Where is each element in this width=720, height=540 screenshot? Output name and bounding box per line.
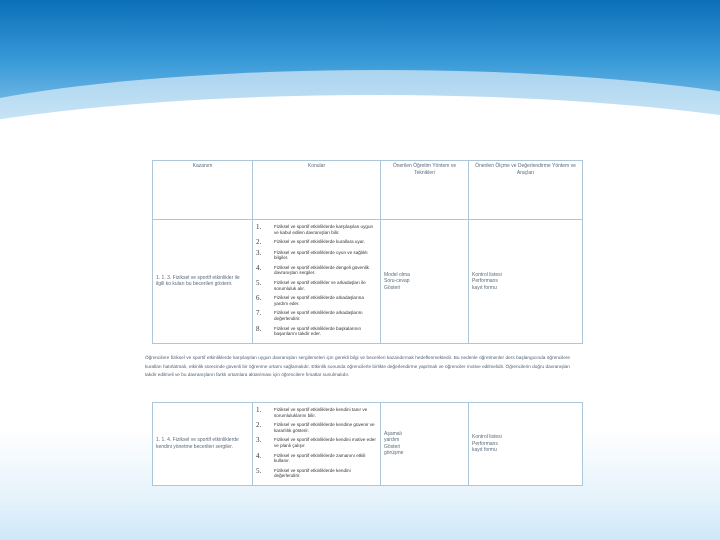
outcomes-table-1	[152, 160, 583, 344]
assessment-item: Performans	[472, 278, 498, 285]
method-item: görüşme	[384, 450, 404, 457]
list-item	[256, 407, 377, 418]
item-number: 3.	[256, 436, 262, 445]
assessment-cell	[469, 403, 583, 486]
item-number: 5.	[256, 279, 262, 288]
item-number: 1.	[256, 406, 262, 414]
method-item: yardım	[384, 437, 400, 444]
item-number: 3.	[256, 248, 262, 257]
item-text: Fiziksel ve sportif etkinliklerde kurallara uyar.	[274, 239, 365, 245]
item-text: Fiziksel ve sportif etkinliklerde zamanını etkili kullanır.	[274, 452, 366, 464]
list-item	[256, 265, 377, 276]
assessment-item: Performans	[472, 440, 498, 447]
table-header-row	[153, 161, 583, 220]
item-text: Fiziksel ve sportif etkinliklerde kendini değerlendirir.	[274, 467, 351, 479]
item-text: Fiziksel ve sportif etkinliklerde kendini motive eder ve planlı çalışır.	[274, 437, 376, 448]
header-subjects: Konular	[253, 161, 381, 220]
items-cell	[253, 220, 381, 344]
assessment-item: Kontrol listesi	[472, 434, 502, 441]
objective-cell: 1. 1. 3. Fiziksel ve sportif etkinlikler ile ilgili ko kuları bu becerileri gösterir.	[153, 220, 253, 344]
method-item: Model olma	[384, 271, 410, 278]
item-text: Fiziksel ve sportif etkinliklerde kendini tanır ve sorumluluklarını bilir.	[274, 407, 368, 418]
assessment-cell	[469, 220, 583, 344]
list-item	[256, 310, 377, 321]
item-number: 1.	[256, 223, 262, 231]
method-item: Gösteri	[384, 284, 401, 291]
method-item: Aşamalı	[384, 430, 403, 437]
item-text: Fiziksel ve sportif etkinliklerde oyun ve sağlıklı bilgiler.	[274, 249, 368, 261]
item-number: 6.	[256, 294, 262, 303]
item-text: Fiziksel ve sportif etkinliklerde arkadaşlarını değerlendirir.	[274, 310, 363, 322]
item-number: 2.	[256, 238, 262, 247]
item-text: Fiziksel ve sportif etkinliklerde başkalarının başarılarını takdir eder.	[274, 325, 362, 337]
table-row	[153, 220, 583, 344]
list-item	[256, 250, 377, 261]
methods-cell	[381, 403, 469, 486]
explanation-paragraph: Öğrencilere fiziksel ve sportif etkinliklerde karşılaşılan uygun davranışları sergilemeleri için gerekli bilgi ve becerileri kazandırmak hedeflenmektedir. Bu nedenle öğretmenler ders başlangıcında öğrencilere kuralları hatırlatmalı, etkinlik sürecinde güvenli bir öğrenme ortamı sağlamalıdır. Etkinlik sonunda öğrencilerle birlikte değerlendirme yapılmalı ve öğrenciler motive edilmelidir. Öğrencilerin doğru davranışları takdir edilmeli ve bu davranışların farklı ortamlara aktarılması için öğrencilere fırsatlar sunulmalıdır.	[145, 355, 570, 377]
item-number: 2.	[256, 421, 262, 430]
item-text: Fiziksel ve sportif etkinliklerde karşılaşılan uygun ve kabul edilen davranışları bilir.	[274, 224, 374, 235]
header-objective: Kazanım	[153, 161, 253, 220]
assessment-item: Kontrol listesi	[472, 271, 502, 278]
list-item	[256, 453, 377, 464]
assessment-item: kayıt formu	[472, 447, 497, 454]
list-item	[256, 239, 377, 246]
outcomes-table-2	[152, 402, 583, 486]
header-methods: Önerilen Öğretim Yöntem ve Teknikleri	[381, 161, 469, 220]
list-item	[256, 280, 377, 291]
item-text: Fiziksel ve sportif etkinliklerde arkadaşlarına yardım eder.	[274, 295, 364, 306]
objective-cell: 1. 1. 4. Fiziksel ve sportif etkinliklerde kendini yönetme becerileri sergiler.	[153, 403, 253, 486]
list-item	[256, 468, 377, 479]
item-number: 4.	[256, 263, 262, 272]
list-item	[256, 422, 377, 433]
method-item: Gösteri	[384, 443, 401, 450]
item-number: 5.	[256, 466, 262, 475]
list-item	[256, 224, 377, 235]
list-item	[256, 437, 377, 448]
list-item	[256, 326, 377, 337]
assessment-item: kayıt formu	[472, 284, 497, 291]
methods-cell	[381, 220, 469, 344]
item-number: 4.	[256, 451, 262, 460]
method-item: Soru-cevap	[384, 278, 410, 285]
header-assessment: Önerilen Ölçme ve Değerlendirme Yöntem ve Araçları	[469, 161, 583, 220]
item-number: 8.	[256, 324, 262, 333]
table-row	[153, 403, 583, 486]
item-text: Fiziksel ve sportif etkinliklerde dengeli güvenlik davranışları sergiler.	[274, 264, 369, 276]
item-number: 7.	[256, 309, 262, 318]
items-cell	[253, 403, 381, 486]
list-item	[256, 295, 377, 306]
item-text: Fiziksel ve sportif etkinlikler ve arkadaşları ile sorumluluk alır.	[274, 280, 366, 291]
item-text: Fiziksel ve sportif etkinliklerde kendine güvenir ve kararlılık gösterir.	[274, 422, 375, 433]
